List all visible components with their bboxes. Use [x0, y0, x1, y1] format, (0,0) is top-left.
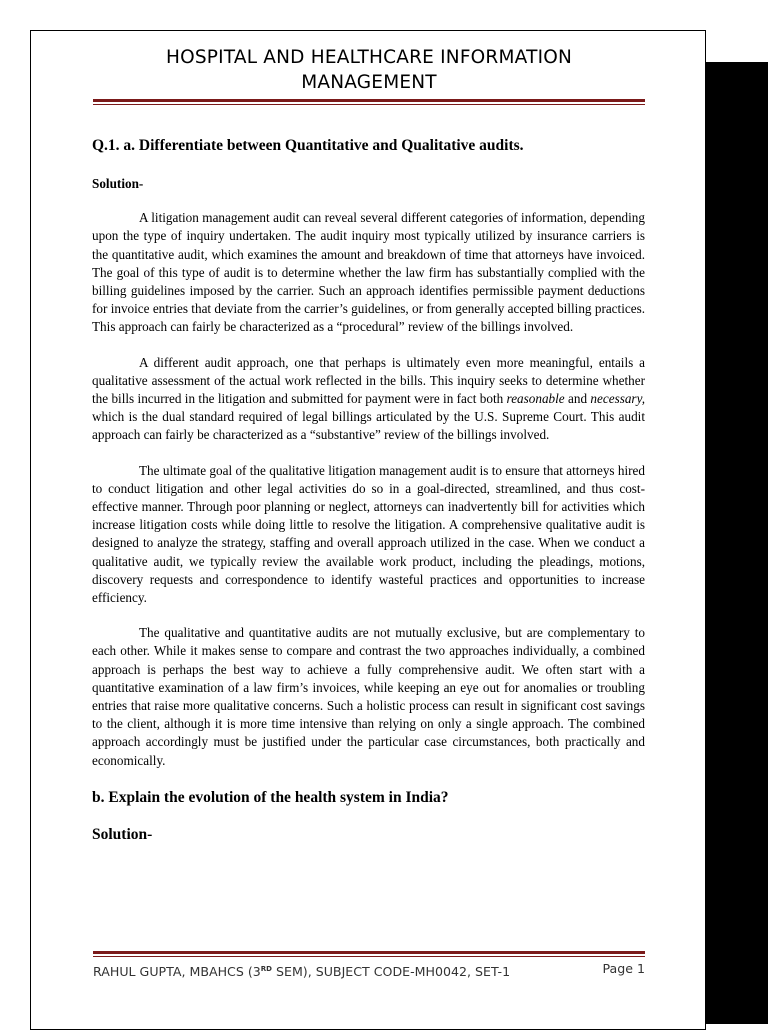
header-rule [93, 99, 645, 105]
paragraph-2-and: and [564, 391, 591, 407]
page-number: Page 1 [602, 961, 645, 976]
footer-text-a: RAHUL GUPTA, MBAHCS (3 [93, 964, 261, 979]
paragraph-2-text-a: A different audit approach, one that perhaps is ultimately even more meaningful, entails a qualitative assessment of the actual work reflected in the bills. This inquiry seeks to determine whether the bills incurred in the litigation and submitted for payment were in fact both [92, 354, 645, 407]
header-title-line-2: MANAGEMENT [301, 72, 437, 93]
footer-author-info [93, 961, 510, 980]
question-a-solution-label: Solution- [92, 176, 144, 191]
paragraph-3: The ultimate goal of the qualitative litigation management audit is to ensure that attorneys hired to conduct litigation and other legal activities do so in a goal-directed, streamlined, and thus cost-effective manner. Through poor planning or neglect, attorneys can inadvertently bill for activities which increase litigation costs while doing little to resolve the litigation. A comprehensive qualitative audit is designed to analyze the strategy, staffing and overall approach utilized in the case. When we conduct a qualitative audit, we typically review the available work product, including the pleadings, motions, discovery requests and correspondence to identify wasteful practices and opportunities to increase efficiency. [92, 462, 645, 606]
paragraph-1: A litigation management audit can reveal several different categories of information, depending upon the type of inquiry undertaken. The audit inquiry most typically utilized by insurance carriers is the quantitative audit, which examines the amount and breakdown of time that attorneys have invoiced. The goal of this type of audit is to determine whether the law firm has substantially complied with the billing guidelines imposed by the carrier. Such an approach identifies permissible payment deductions for invoice entries that deviate from the carrier’s guidelines, or from generally accepted billing practices. This approach can fairly be characterized as a “procedural” review of the billings involved. [92, 210, 645, 335]
emphasis-necessary: necessary, [590, 391, 645, 407]
paragraph-2 [92, 354, 645, 445]
emphasis-reasonable: reasonable [506, 391, 565, 407]
paragraph-2-text-b: which is the dual standard required of legal billings articulated by the U.S. Supreme Court. This audit approach can fairly be characterized as a “substantive” review of the billings involved. [92, 409, 645, 443]
question-b-heading: b. Explain the evolution of the health system in India? [92, 788, 449, 806]
page-shadow [706, 62, 768, 1024]
header-title-line-1: HOSPITAL AND HEALTHCARE INFORMATION [165, 47, 573, 68]
page-header-title [93, 45, 645, 95]
document-body [92, 136, 645, 845]
footer-text-b: SEM), SUBJECT CODE-MH0042, SET-1 [271, 964, 511, 979]
footer-rule [93, 951, 645, 957]
question-a-heading: Q.1. a. Differentiate between Quantitative and Qualitative audits. [92, 137, 524, 154]
footer-superscript: RD [260, 965, 272, 973]
paragraph-4: The qualitative and quantitative audits are not mutually exclusive, but are complementary to each other. While it makes sense to compare and contrast the two approaches individually, a combined approach is perhaps the best way to achieve a fully comprehensive audit. We often start with a quantitative examination of a law firm’s invoices, while keeping an eye out for anomalies or troubling entries that raise more qualitative concerns. Such a holistic process can result in significant cost savings to the client, although it is more time intensive than relying on only a single approach. The combined approach accordingly must be justified under the particular case circumstances, both practically and economically. [92, 625, 645, 768]
document-page [30, 30, 706, 1030]
page-footer [93, 961, 645, 980]
question-b-solution-label: Solution- [92, 825, 153, 843]
